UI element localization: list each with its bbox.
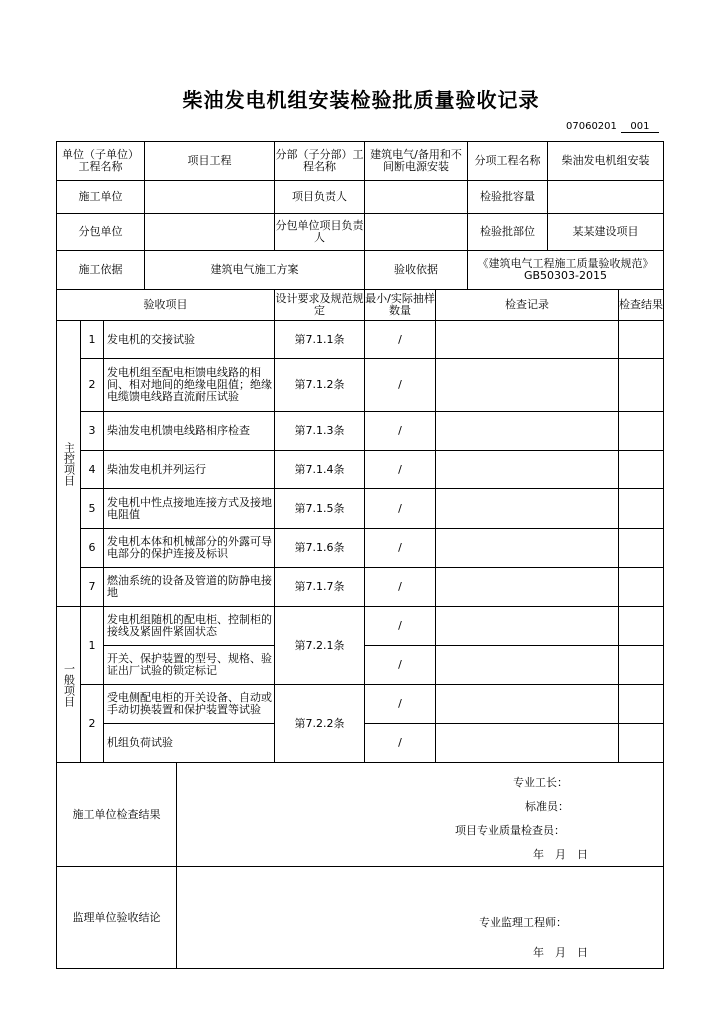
g-2a-sample: / [364, 684, 436, 724]
mc-1-record [435, 320, 619, 359]
mc-4-no: 4 [80, 450, 104, 489]
mc-3-no: 3 [80, 411, 104, 451]
pm-value [364, 180, 468, 214]
g-2b-record [435, 723, 619, 763]
acceptance-basis-value: 《建筑电气工程施工质量验收规范》GB50303-2015 [467, 250, 664, 290]
contractor-label: 施工单位 [56, 180, 145, 214]
subcontractor-value [144, 213, 275, 251]
mc-3-sample: / [364, 411, 436, 451]
mc-1-text: 发电机的交接试验 [103, 320, 275, 359]
mc-4-clause: 第7.1.4条 [274, 450, 365, 489]
contractor-check-body [176, 762, 664, 867]
sub-pm-label: 分包单位项目负责人 [274, 213, 365, 251]
unit-label: 单位（子单位）工程名称 [56, 141, 145, 181]
mc-7-sample: / [364, 567, 436, 607]
mc-7-text: 燃油系统的设备及管道的防静电接地 [103, 567, 275, 607]
batch-location-value: 某某建设项目 [547, 213, 664, 251]
main-control-label [56, 320, 81, 607]
page-title: 柴油发电机组安装检验批质量验收记录 [182, 88, 540, 112]
g-1-clause: 第7.2.1条 [274, 606, 365, 685]
mc-5-text: 发电机中性点接地连接方式及接地电阻值 [103, 488, 275, 529]
mc-1-no: 1 [80, 320, 104, 359]
contractor-value [144, 180, 275, 214]
g-1a-sample: / [364, 606, 436, 646]
mc-5-clause: 第7.1.5条 [274, 488, 365, 529]
mc-4-text: 柴油发电机并列运行 [103, 450, 275, 489]
pm-label: 项目负责人 [274, 180, 365, 214]
g-2a-record [435, 684, 619, 724]
basis-label: 施工依据 [56, 250, 145, 290]
engineer-label: 专业监理工程师： [479, 916, 567, 929]
g-2a-text: 受电侧配电柜的开关设备、自动或手动切换装置和保护装置等试验 [103, 684, 275, 724]
supervisor-check-body [176, 866, 664, 969]
mc-7-record [435, 567, 619, 607]
mc-5-result [618, 488, 664, 529]
g-2b-text: 机组负荷试验 [103, 723, 275, 763]
mc-2-text: 发电机组至配电柜馈电线路的相间、相对地间的绝缘电阻值；绝缘电缆馈电线路直流耐压试验 [103, 358, 275, 412]
mc-1-sample: / [364, 320, 436, 359]
inspector-label: 项目专业质量检查员： [455, 824, 565, 837]
mc-3-record [435, 411, 619, 451]
g-1b-sample: / [364, 645, 436, 685]
g-1a-record [435, 606, 619, 646]
basis-value: 建筑电气施工方案 [144, 250, 365, 290]
unit-value: 项目工程 [144, 141, 275, 181]
mc-6-text: 发电机本体和机械部分的外露可导电部分的保护连接及标识 [103, 528, 275, 568]
code-number: 001 [621, 121, 659, 133]
item-label: 分项工程名称 [467, 141, 548, 181]
mc-2-record [435, 358, 619, 412]
mc-7-clause: 第7.1.7条 [274, 567, 365, 607]
mc-1-result [618, 320, 664, 359]
mc-3-clause: 第7.1.3条 [274, 411, 365, 451]
item-value: 柴油发电机组安装 [547, 141, 664, 181]
col-item: 验收项目 [56, 289, 275, 321]
record-code [566, 121, 659, 133]
g-1b-record [435, 645, 619, 685]
mc-2-sample: / [364, 358, 436, 412]
division-label: 分部（子分部）工程名称 [274, 141, 365, 181]
mc-6-record [435, 528, 619, 568]
mc-2-result [618, 358, 664, 412]
mc-4-sample: / [364, 450, 436, 489]
g-2-clause: 第7.2.2条 [274, 684, 365, 763]
sub-pm-value [364, 213, 468, 251]
general-label [56, 606, 81, 763]
mc-6-no: 6 [80, 528, 104, 568]
mc-4-result [618, 450, 664, 489]
mc-5-no: 5 [80, 488, 104, 529]
g-2a-result [618, 684, 664, 724]
g-1-no: 1 [80, 606, 104, 685]
contractor-check-label: 施工单位检查结果 [56, 762, 177, 867]
code-prefix: 07060201 [566, 121, 617, 132]
acceptance-basis-label: 验收依据 [364, 250, 468, 290]
mc-6-sample: / [364, 528, 436, 568]
mc-3-text: 柴油发电机馈电线路相序检查 [103, 411, 275, 451]
mc-5-sample: / [364, 488, 436, 529]
mc-6-result [618, 528, 664, 568]
g-1b-text: 开关、保护装置的型号、规格、验证出厂试验的锁定标记 [103, 645, 275, 685]
mc-6-clause: 第7.1.6条 [274, 528, 365, 568]
supervisor-date: 年 月 日 [533, 946, 588, 959]
mc-2-clause: 第7.1.2条 [274, 358, 365, 412]
standard-label: 标准员： [525, 800, 569, 813]
col-result: 检查结果 [618, 289, 664, 321]
col-sample: 最小/实际抽样数量 [364, 289, 436, 321]
g-1a-result [618, 606, 664, 646]
division-value: 建筑电气/备用和不间断电源安装 [364, 141, 468, 181]
batch-capacity-value [547, 180, 664, 214]
subcontractor-label: 分包单位 [56, 213, 145, 251]
mc-5-record [435, 488, 619, 529]
general-label-text: 一般项目 [62, 662, 76, 707]
g-1a-text: 发电机组随机的配电柜、控制柜的接线及紧固件紧固状态 [103, 606, 275, 646]
col-record: 检查记录 [435, 289, 619, 321]
mc-1-clause: 第7.1.1条 [274, 320, 365, 359]
g-1b-result [618, 645, 664, 685]
mc-3-result [618, 411, 664, 451]
main-control-label-text: 主控项目 [62, 441, 76, 486]
batch-capacity-label: 检验批容量 [467, 180, 548, 214]
g-2b-sample: / [364, 723, 436, 763]
batch-location-label: 检验批部位 [467, 213, 548, 251]
mc-4-record [435, 450, 619, 489]
foreman-label: 专业工长： [513, 776, 568, 789]
g-2-no: 2 [80, 684, 104, 763]
g-2b-result [618, 723, 664, 763]
mc-7-no: 7 [80, 567, 104, 607]
supervisor-check-label: 监理单位验收结论 [56, 866, 177, 969]
mc-7-result [618, 567, 664, 607]
col-design: 设计要求及规范规定 [274, 289, 365, 321]
mc-2-no: 2 [80, 358, 104, 412]
contractor-date: 年 月 日 [533, 848, 588, 861]
